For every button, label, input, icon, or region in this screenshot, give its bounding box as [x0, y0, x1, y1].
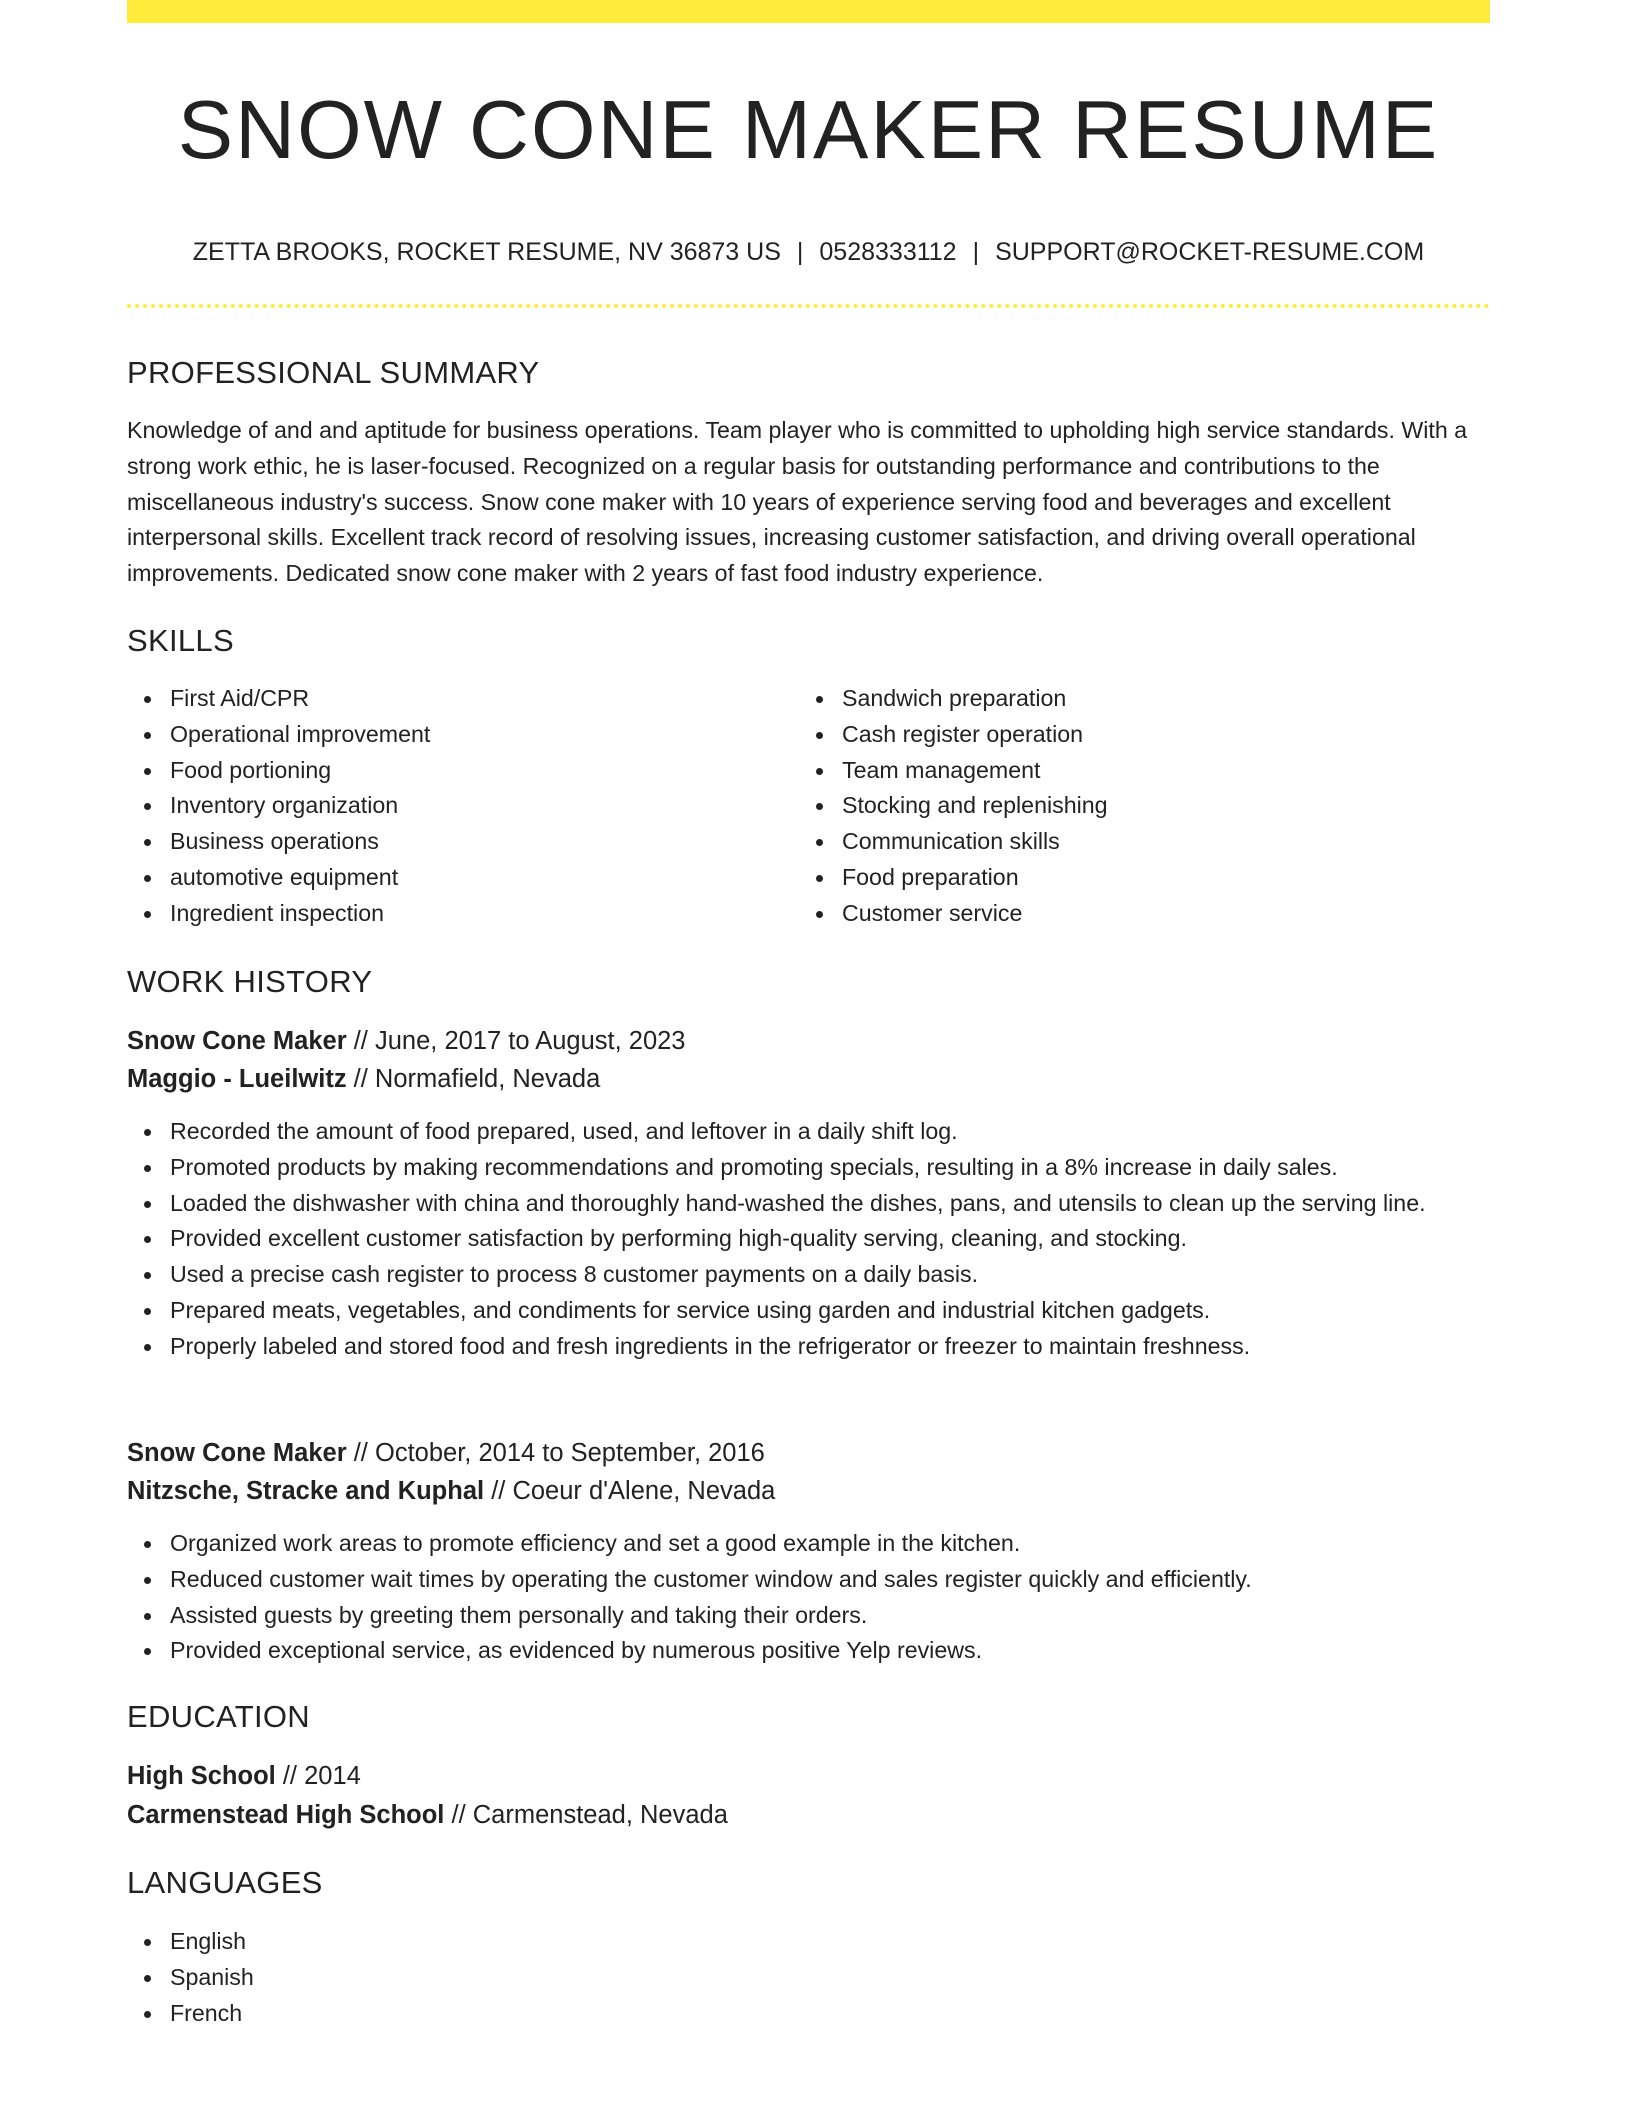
job-duty: Prepared meats, vegetables, and condiments for service using garden and industrial kitchen gadgets. — [127, 1293, 1490, 1329]
education-degree: High School — [127, 1762, 276, 1790]
job-location: // Normafield, Nevada — [346, 1065, 601, 1093]
education-heading: EDUCATION — [127, 1699, 310, 1734]
skill-item: Operational improvement — [127, 717, 787, 753]
contact-phone: 0528333112 — [819, 238, 957, 266]
job-company: Nitzsche, Stracke and Kuphal — [127, 1477, 485, 1505]
education-location: // Carmenstead, Nevada — [444, 1801, 728, 1829]
job-duty: Reduced customer wait times by operating the customer window and sales register quickly and efficiently. — [127, 1562, 1490, 1598]
job-duty: Assisted guests by greeting them personally and taking their orders. — [127, 1598, 1490, 1634]
skills-list-right — [799, 681, 1459, 932]
skill-item: Business operations — [127, 824, 787, 860]
skill-item: Sandwich preparation — [799, 681, 1459, 717]
job-duty: Organized work areas to promote efficiency and set a good example in the kitchen. — [127, 1526, 1490, 1562]
skill-item: Food portioning — [127, 753, 787, 789]
language-item: French — [127, 1996, 787, 2032]
skill-item: Stocking and replenishing — [799, 788, 1459, 824]
skill-item: Cash register operation — [799, 717, 1459, 753]
job-duty: Provided excellent customer satisfaction by performing high-quality serving, cleaning, and stocking. — [127, 1221, 1490, 1257]
job-location: // Coeur d'Alene, Nevada — [484, 1477, 776, 1505]
contact-line — [127, 235, 1490, 269]
skill-item: Communication skills — [799, 824, 1459, 860]
job-title-line — [127, 1434, 765, 1472]
job-duty: Loaded the dishwasher with china and thoroughly hand-washed the dishes, pans, and utensils to clean up the serving line. — [127, 1186, 1490, 1222]
contact-address: ZETTA BROOKS, ROCKET RESUME, NV 36873 US — [192, 238, 781, 266]
job-company: Maggio - Lueilwitz — [127, 1065, 347, 1093]
language-item: Spanish — [127, 1960, 787, 1996]
top-accent-bar — [127, 0, 1490, 23]
job-duties-list — [127, 1114, 1490, 1365]
language-item: English — [127, 1924, 787, 1960]
job-duty: Promoted products by making recommendations and promoting specials, resulting in a 8% increase in daily sales. — [127, 1150, 1490, 1186]
job-title: Snow Cone Maker — [127, 1439, 347, 1467]
skills-heading: SKILLS — [127, 623, 234, 658]
job-duty: Recorded the amount of food prepared, used, and leftover in a daily shift log. — [127, 1114, 1490, 1150]
skill-item: Team management — [799, 753, 1459, 789]
job-duty: Properly labeled and stored food and fresh ingredients in the refrigerator or freezer to maintain freshness. — [127, 1329, 1490, 1365]
skill-item: First Aid/CPR — [127, 681, 787, 717]
education-degree-line — [127, 1757, 361, 1795]
languages-heading: LANGUAGES — [127, 1865, 323, 1900]
job-dates: // June, 2017 to August, 2023 — [346, 1027, 686, 1055]
skill-item: Ingredient inspection — [127, 896, 787, 932]
contact-separator: | — [972, 238, 980, 266]
skills-list-left — [127, 681, 787, 932]
skill-item: Inventory organization — [127, 788, 787, 824]
skill-item: Customer service — [799, 896, 1459, 932]
job-duties-list — [127, 1526, 1490, 1669]
summary-heading: PROFESSIONAL SUMMARY — [127, 355, 540, 390]
header-divider — [127, 304, 1490, 308]
skill-item: Food preparation — [799, 860, 1459, 896]
resume-title: SNOW CONE MAKER RESUME — [177, 83, 1440, 176]
summary-text: Knowledge of and and aptitude for business operations. Team player who is committed to upholding high service standards. With a strong work ethic, he is laser-focused. Recognized on a regular basis for outstanding performance and contributions to the miscellaneous industry's success. Snow cone maker with 10 years of experience serving food and beverages and excellent interpersonal skills. Excellent track record of resolving issues, increasing customer satisfaction, and driving overall operational improvements. Dedicated snow cone maker with 2 years of fast food industry experience. — [127, 417, 1468, 587]
resume-page — [127, 0, 1490, 2112]
contact-separator: | — [796, 238, 804, 266]
work-history-heading: WORK HISTORY — [127, 964, 373, 999]
skill-item: automotive equipment — [127, 860, 787, 896]
education-year: // 2014 — [275, 1762, 361, 1790]
job-title: Snow Cone Maker — [127, 1027, 347, 1055]
job-company-line — [127, 1472, 775, 1510]
job-duty: Used a precise cash register to process 8 customer payments on a daily basis. — [127, 1257, 1490, 1293]
education-school: Carmenstead High School — [127, 1801, 445, 1829]
job-title-line — [127, 1022, 686, 1060]
education-school-line — [127, 1796, 728, 1834]
contact-email[interactable]: SUPPORT@ROCKET-RESUME.COM — [995, 238, 1425, 266]
job-dates: // October, 2014 to September, 2016 — [346, 1439, 765, 1467]
languages-list — [127, 1924, 787, 2031]
job-company-line — [127, 1060, 600, 1098]
job-duty: Provided exceptional service, as evidenced by numerous positive Yelp reviews. — [127, 1633, 1490, 1669]
